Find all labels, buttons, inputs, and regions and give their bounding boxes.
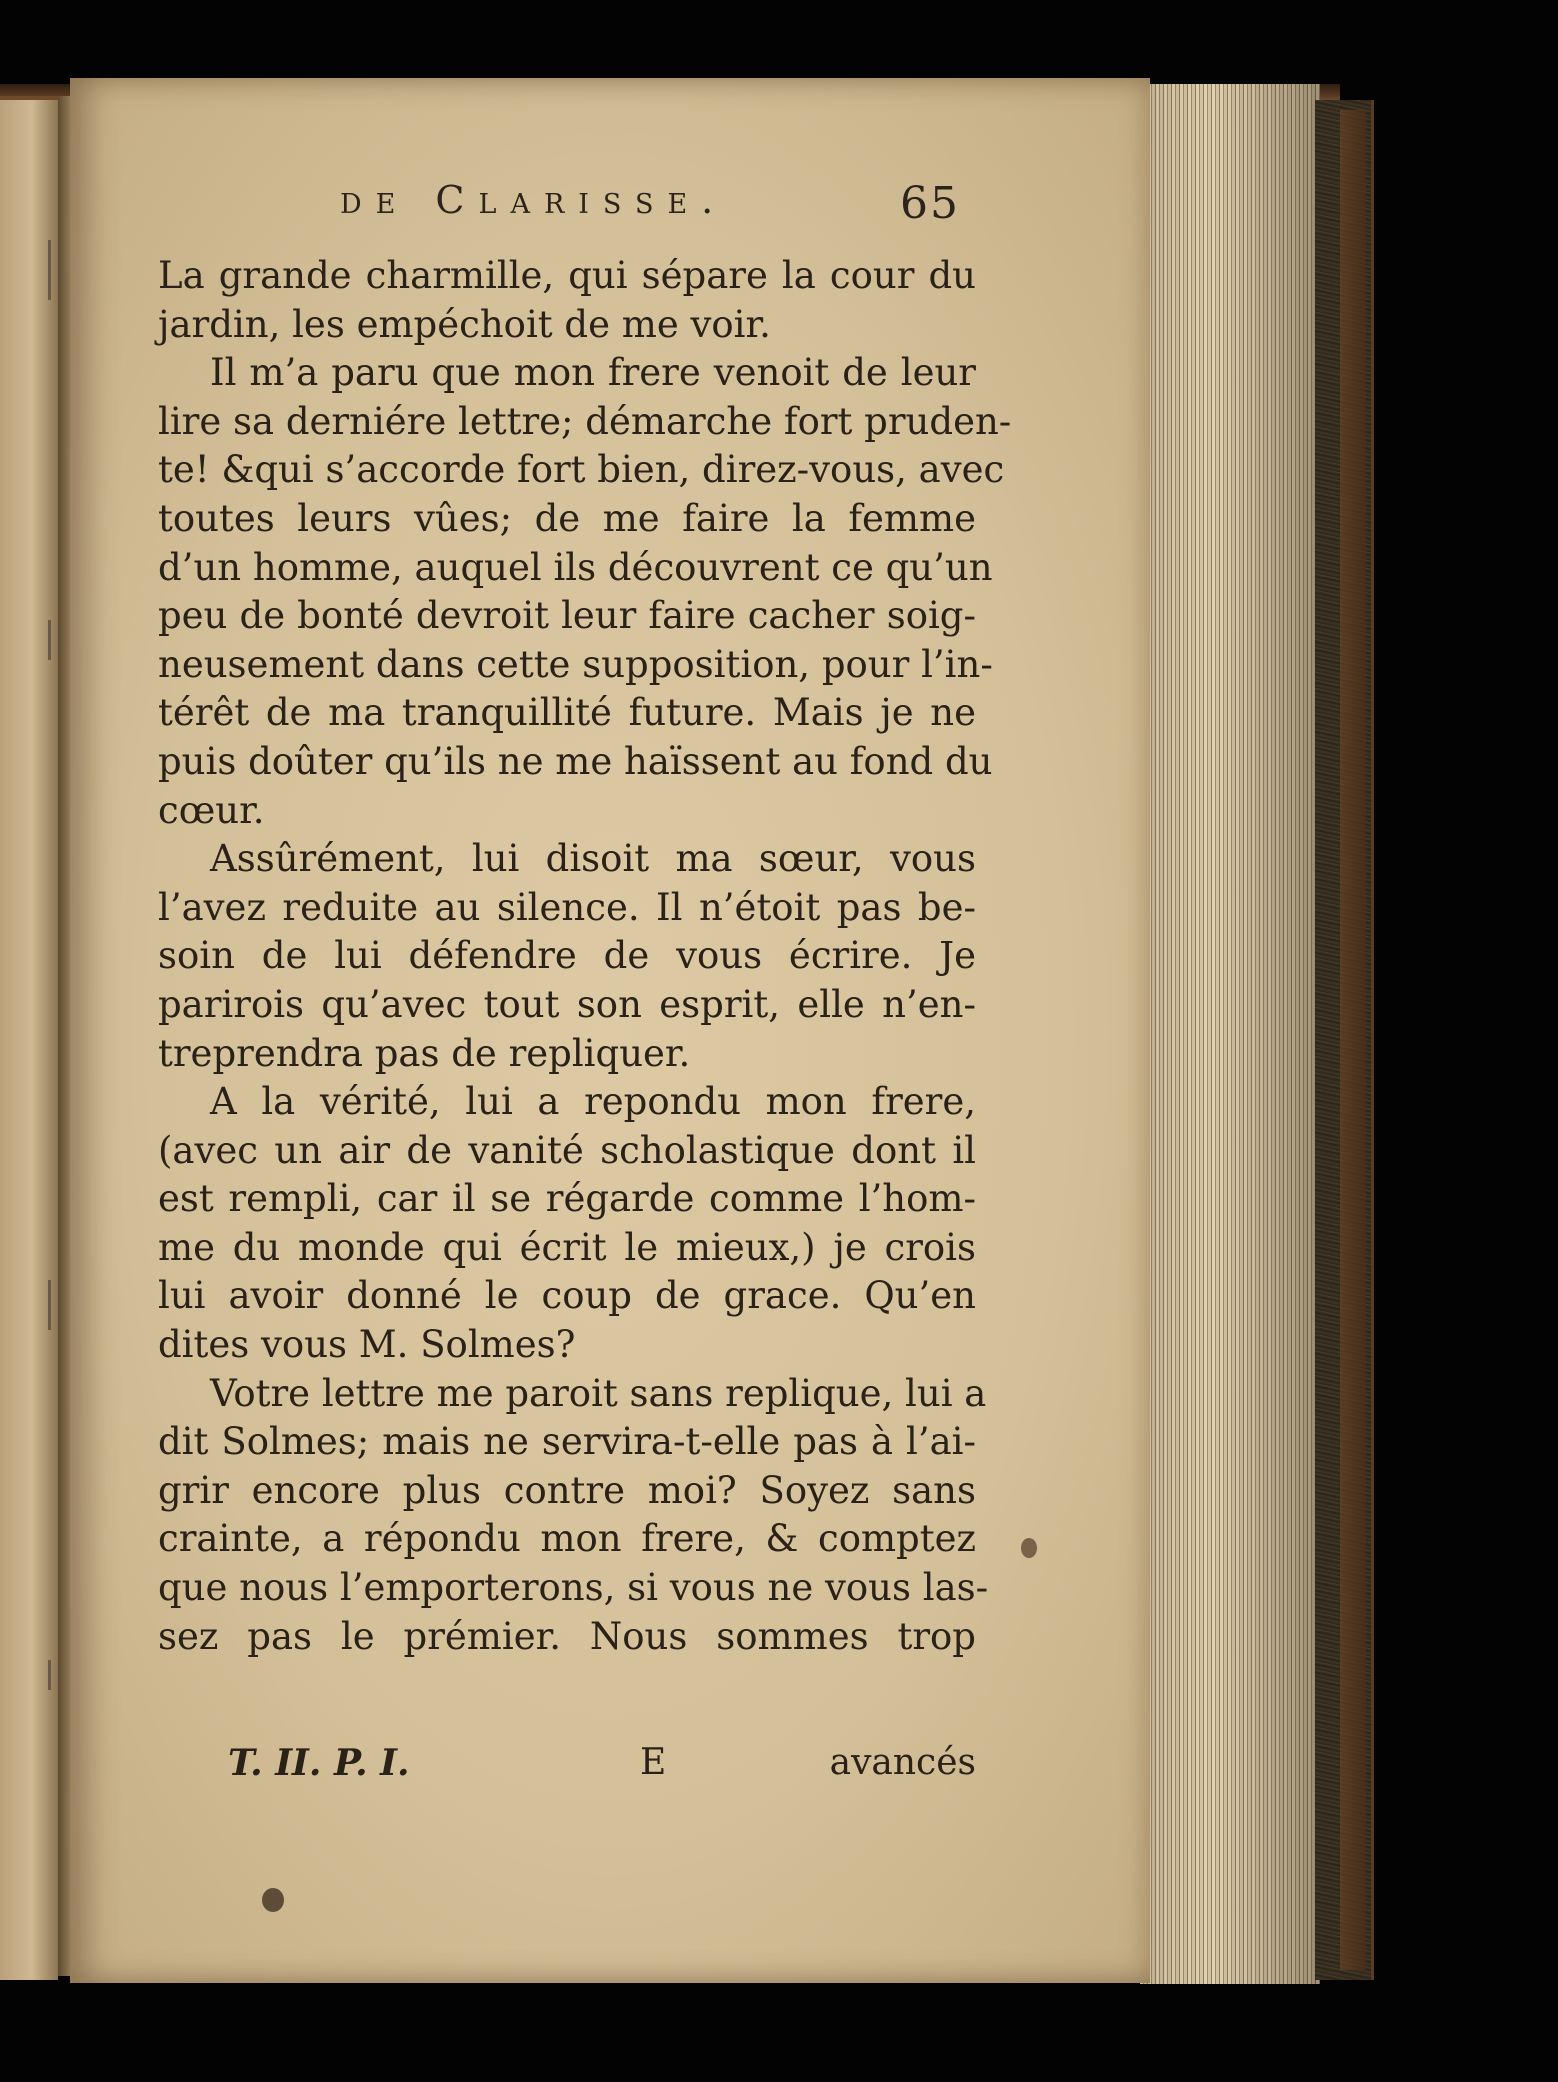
page-number: 65 — [900, 178, 960, 229]
text-line: dit Solmes; mais ne servira-t-elle pas à l’ai- — [158, 1420, 976, 1464]
text-line: grir encore plus contre moi? Soyez sans — [158, 1468, 976, 1512]
text-line: toutes leurs vûes; de me faire la femme — [158, 496, 976, 540]
ink-stain — [262, 1888, 284, 1912]
running-title: de Clarisse. — [340, 178, 728, 222]
catchword: avancés — [829, 1742, 976, 1783]
text-line: est rempli, car il se régarde comme l’hom- — [158, 1177, 976, 1221]
text-line: l’avez reduite au silence. Il n’étoit pas be- — [158, 885, 976, 929]
text-line: crainte, a répondu mon frere, & comptez — [158, 1517, 976, 1561]
text-line: te! &qui s’accorde fort bien, direz-vous, avec — [158, 448, 1005, 492]
text-line: jardin, les empéchoit de me voir. — [158, 302, 771, 346]
text-line: lui avoir donné le coup de grace. Qu’en — [158, 1274, 976, 1318]
text-line: cœur. — [158, 788, 265, 832]
ink-stain — [1021, 1538, 1037, 1558]
page-body — [158, 252, 1012, 1661]
previous-page-edge — [0, 96, 58, 1980]
page-footer — [228, 1742, 976, 1792]
text-line: térêt de ma tranquillité future. Mais je ne — [158, 691, 976, 735]
text-line: d’un homme, auquel ils découvrent ce qu’un — [158, 545, 993, 589]
text-line: A la vérité, lui a repondu mon frere, — [210, 1080, 976, 1124]
text-line: treprendra pas de repliquer. — [158, 1031, 691, 1075]
text-line: (avec un air de vanité scholastique dont il — [158, 1128, 976, 1172]
text-line: Il m’a paru que mon frere venoit de leur — [210, 351, 976, 395]
text-line: Assûrément, lui disoit ma sœur, vous — [210, 837, 976, 881]
text-line: soin de lui défendre de vous écrire. Je — [158, 934, 976, 978]
running-header — [340, 178, 960, 234]
text-line: neusement dans cette supposition, pour l’in- — [158, 642, 993, 686]
text-line: sez pas le prémier. Nous sommes trop — [158, 1614, 976, 1658]
text-line: Votre lettre me paroit sans replique, lui a — [210, 1371, 987, 1415]
text-line: dites vous M. Solmes? — [158, 1323, 576, 1367]
text-line: puis doûter qu’ils ne me haïssent au fond du — [158, 739, 993, 783]
text-line: que nous l’emporterons, si vous ne vous las- — [158, 1566, 989, 1610]
text-line: lire sa derniére lettre; démarche fort pruden- — [158, 399, 1012, 443]
signature-volume: T. II. P. I. — [228, 1742, 410, 1784]
text-line: me du monde qui écrit le mieux,) je crois — [158, 1225, 976, 1269]
text-line: peu de bonté devroit leur faire cacher soig- — [158, 594, 976, 638]
signature-letter: E — [640, 1742, 667, 1783]
text-line: La grande charmille, qui sépare la cour du — [158, 254, 976, 297]
text-line: parirois qu’avec tout son esprit, elle n’en- — [158, 982, 976, 1026]
